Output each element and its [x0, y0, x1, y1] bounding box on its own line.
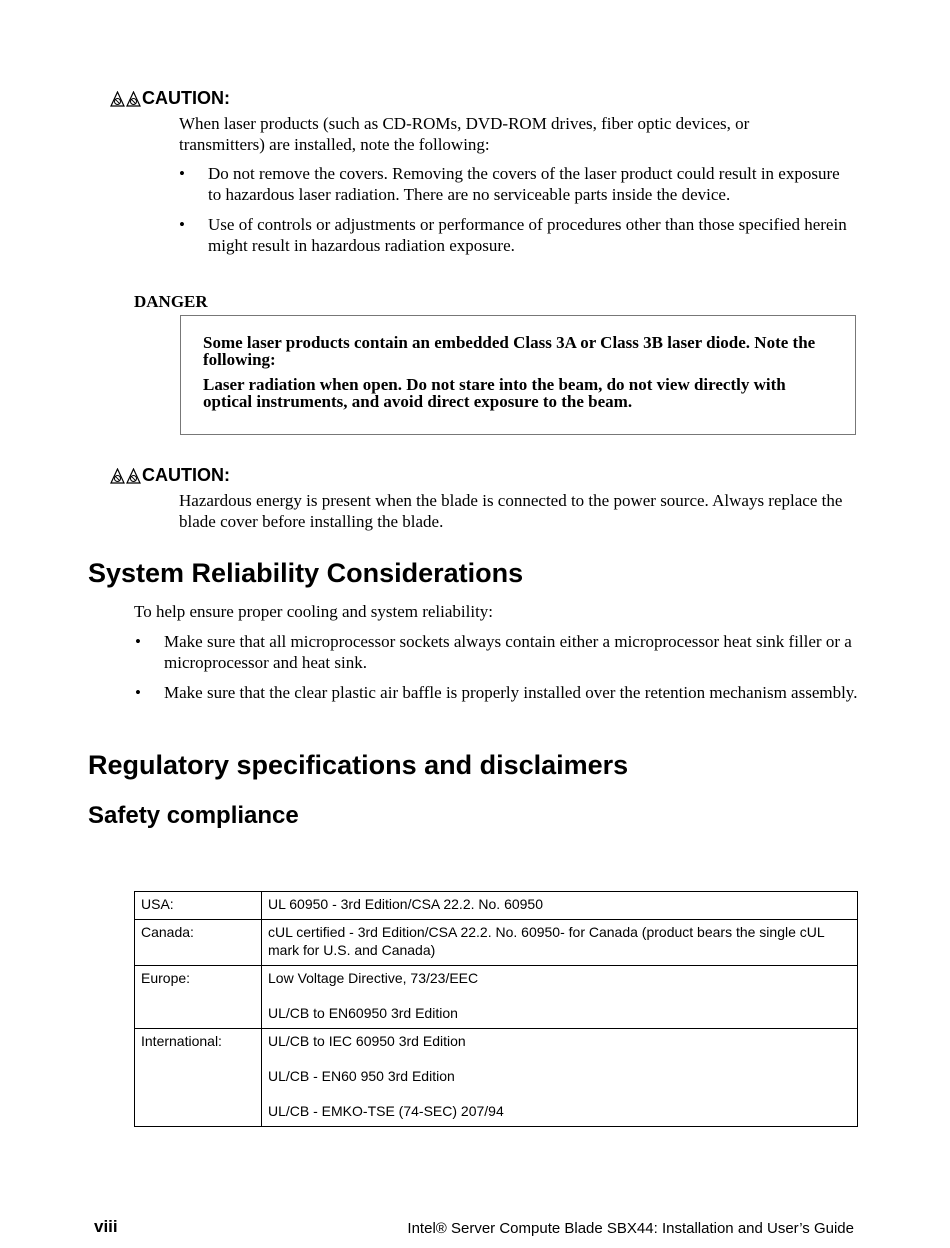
spec-cell — [262, 1029, 858, 1127]
danger-text-2: Laser radiation when open. Do not stare into the beam, do not view directly with optical instruments, and avoid direct exposure to the beam. — [203, 375, 786, 411]
spec-line: UL/CB - EN60 950 3rd Edition — [268, 1068, 455, 1084]
reliability-list — [135, 631, 858, 712]
bullet-glyph: • — [135, 683, 141, 702]
caution-icons — [110, 91, 141, 107]
safety-compliance-table — [134, 891, 858, 1127]
caution-text: Hazardous energy is present when the blade is connected to the power source. Always replace the blade cover before installing the blade. — [179, 491, 843, 531]
caution-label: CAUTION: — [142, 88, 230, 108]
reliability-intro: To help ensure proper cooling and system reliability: — [134, 602, 494, 621]
spec-line: Low Voltage Directive, 73/23/EEC — [268, 970, 479, 986]
caution-intro: When laser products (such as CD-ROMs, DVD-ROM drives, fiber optic devices, or transmitters) are installed, note the following: — [179, 114, 750, 154]
bullet-glyph: • — [135, 632, 141, 651]
spec-line: UL 60950 - 3rd Edition/CSA 22.2. No. 60950 — [268, 896, 543, 912]
caution-list — [179, 163, 848, 265]
hazard-warning-icon — [126, 468, 141, 484]
table-row — [135, 892, 858, 920]
subsection-heading-safety: Safety compliance — [88, 802, 299, 829]
region-cell: Canada: — [135, 920, 262, 966]
hazard-warning-icon — [110, 91, 125, 107]
spec-line: UL/CB to EN60950 3rd Edition — [268, 1005, 458, 1021]
section-heading-regulatory: Regulatory specifications and disclaimers — [88, 750, 629, 780]
spec-line: UL/CB to IEC 60950 3rd Edition — [268, 1033, 466, 1049]
hazard-warning-icon — [110, 468, 125, 484]
region-cell: USA: — [135, 892, 262, 920]
caution-label: CAUTION: — [142, 465, 230, 485]
table-row — [135, 1029, 858, 1127]
list-item — [135, 631, 858, 673]
caution-heading — [110, 465, 230, 486]
spec-line: UL/CB - EMKO-TSE (74-SEC) 207/94 — [268, 1103, 504, 1119]
list-item — [179, 214, 848, 256]
list-item — [179, 163, 848, 205]
region-cell: Europe: — [135, 966, 262, 1029]
spec-cell — [262, 920, 858, 966]
region-cell: International: — [135, 1029, 262, 1127]
danger-text-1: Some laser products contain an embedded Class 3A or Class 3B laser diode. Note the following: — [203, 333, 816, 369]
list-item-text: Use of controls or adjustments or performance of procedures other than those specified herein might result in hazardous radiation exposure. — [208, 215, 847, 255]
bullet-glyph: • — [179, 215, 185, 234]
list-item-text: Make sure that all microprocessor sockets always contain either a microprocessor heat sink filler or a microprocessor and heat sink. — [164, 632, 852, 672]
caution-icons — [110, 468, 141, 484]
table-row — [135, 966, 858, 1029]
list-item-text: Do not remove the covers. Removing the covers of the laser product could result in exposure to hazardous laser radiation. There are no serviceable parts inside the device. — [208, 164, 840, 204]
hazard-warning-icon — [126, 91, 141, 107]
spec-line: cUL certified - 3rd Edition/CSA 22.2. No. 60950- for Canada (product bears the single cUL mark for U.S. and Canada) — [268, 924, 825, 958]
list-item-text: Make sure that the clear plastic air baffle is properly installed over the retention mechanism assembly. — [164, 683, 858, 702]
list-item — [135, 682, 858, 703]
spec-cell — [262, 966, 858, 1029]
danger-box — [180, 315, 856, 435]
bullet-glyph: • — [179, 164, 185, 183]
footer-document-title: Intel® Server Compute Blade SBX44: Installation and User’s Guide — [407, 1220, 854, 1237]
spec-cell — [262, 892, 858, 920]
caution-heading — [110, 88, 230, 109]
table-row — [135, 920, 858, 966]
section-heading-reliability: System Reliability Considerations — [88, 558, 524, 588]
page-number: viii — [94, 1217, 118, 1236]
danger-label: DANGER — [134, 292, 208, 311]
